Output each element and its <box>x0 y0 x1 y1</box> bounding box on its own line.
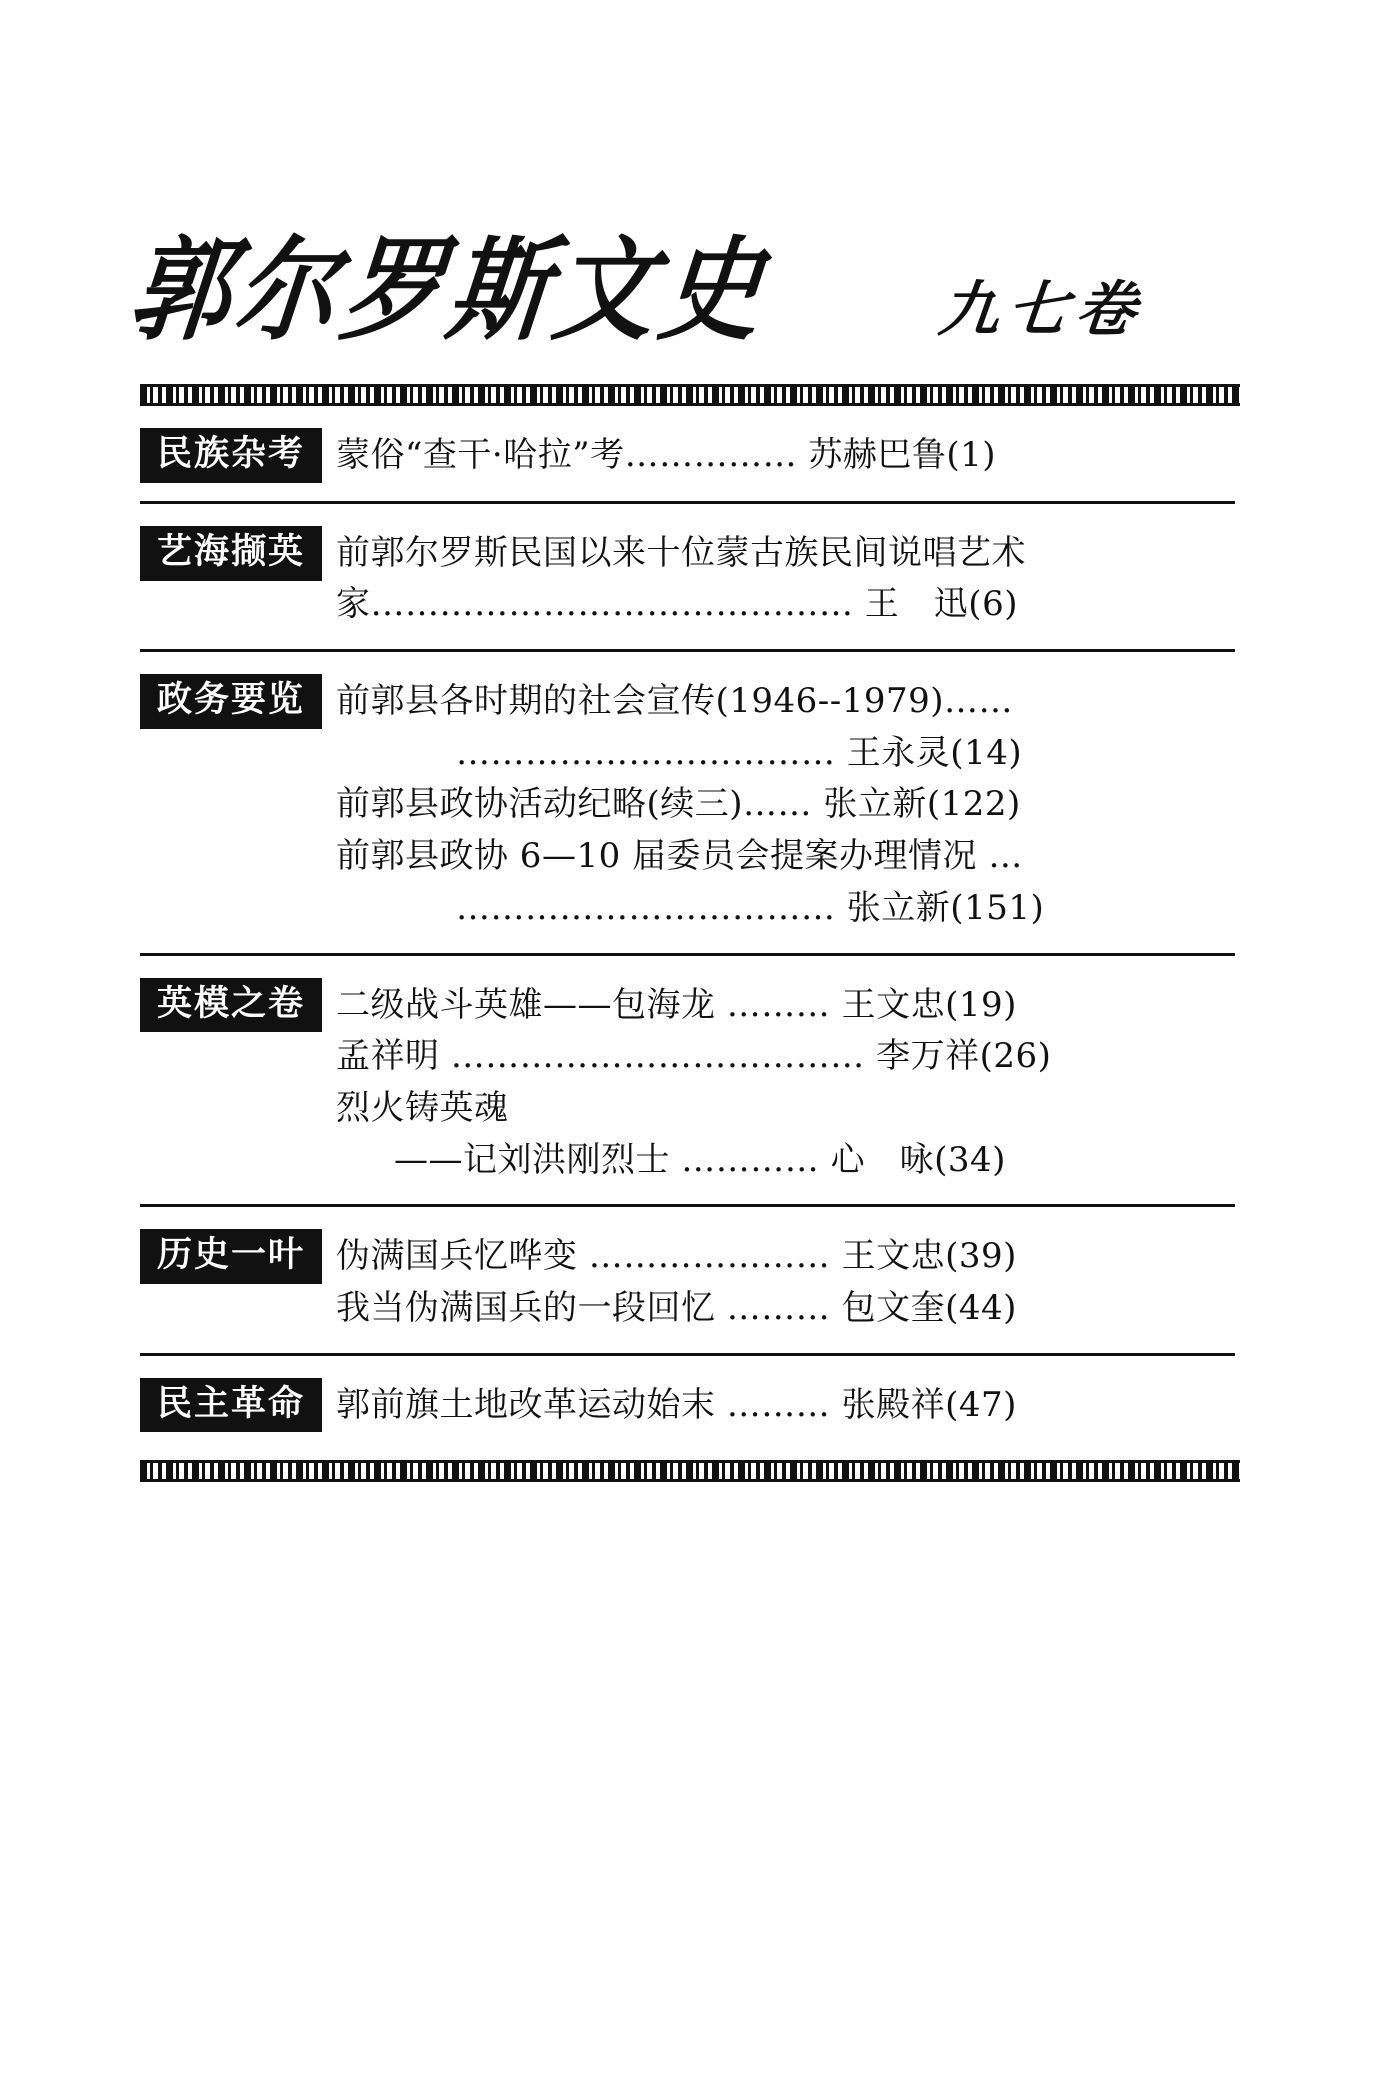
toc-entry[interactable]: 前郭县政协活动纪略(续三)…… 张立新(122) <box>336 784 1021 825</box>
section-tag: 艺海撷英 <box>140 526 322 581</box>
spacer <box>140 1450 1245 1460</box>
section-tag: 民族杂考 <box>140 428 322 483</box>
toc-section-民族杂考 <box>140 406 1245 501</box>
section-entries <box>336 674 1245 934</box>
toc-section-政务要览 <box>140 652 1245 952</box>
journal-title: 郭尔罗斯文史 <box>123 223 774 356</box>
section-tag: 政务要览 <box>140 674 322 729</box>
section-tag: 民主革命 <box>140 1378 322 1433</box>
toc-entry[interactable]: 前郭尔罗斯民国以来十位蒙古族民间说唱艺术 <box>336 532 1026 573</box>
toc-entry-continuation[interactable]: …………………………… 张立新(151) <box>456 887 1045 928</box>
section-entries <box>336 1378 1245 1432</box>
toc-entry[interactable]: 郭前旗土地改革运动始末 ……… 张殿祥(47) <box>336 1384 1017 1425</box>
toc-entry[interactable]: 前郭县各时期的社会宣传(1946--1979)…… <box>336 681 1014 722</box>
toc-entry[interactable]: 家…………………………………… 王 迅(6) <box>336 584 1018 625</box>
toc-entry-continuation[interactable]: …………………………… 王永灵(14) <box>456 732 1023 773</box>
toc-entry[interactable]: 前郭县政协 6—10 届委员会提案办理情况 … <box>336 836 1023 877</box>
masthead <box>123 200 1245 380</box>
toc-entry[interactable]: 伪满国兵忆哗变 ………………… 王文忠(39) <box>336 1236 1017 1277</box>
ornamental-divider-top <box>140 384 1240 406</box>
section-entries <box>336 526 1245 631</box>
toc-entry[interactable]: 蒙俗“查干·哈拉”考…………… 苏赫巴鲁(1) <box>336 435 997 475</box>
section-tag: 英模之卷 <box>140 978 322 1033</box>
toc-content <box>123 200 1245 1482</box>
toc-section-艺海撷英 <box>140 504 1245 649</box>
toc-section-民主革命 <box>140 1356 1245 1451</box>
section-entries <box>336 978 1245 1187</box>
toc-entry[interactable]: 烈火铸英魂 <box>336 1087 509 1128</box>
toc-section-历史一叶 <box>140 1207 1245 1352</box>
volume-label: 九七卷 <box>935 275 1148 345</box>
ornamental-divider-bottom <box>140 1460 1240 1482</box>
toc-entry[interactable]: 二级战斗英雄——包海龙 ……… 王文忠(19) <box>336 984 1017 1025</box>
toc-entry[interactable]: 我当伪满国兵的一段回忆 ……… 包文奎(44) <box>336 1287 1017 1328</box>
toc-entry[interactable]: 孟祥明 ……………………………… 李万祥(26) <box>336 1036 1052 1077</box>
section-entries <box>336 1229 1245 1334</box>
section-tag: 历史一叶 <box>140 1229 322 1284</box>
section-entries <box>336 428 1245 482</box>
toc-entry-continuation[interactable]: ——记刘洪刚烈士 ………… 心 咏(34) <box>394 1139 1006 1180</box>
toc-section-英模之卷 <box>140 956 1245 1205</box>
